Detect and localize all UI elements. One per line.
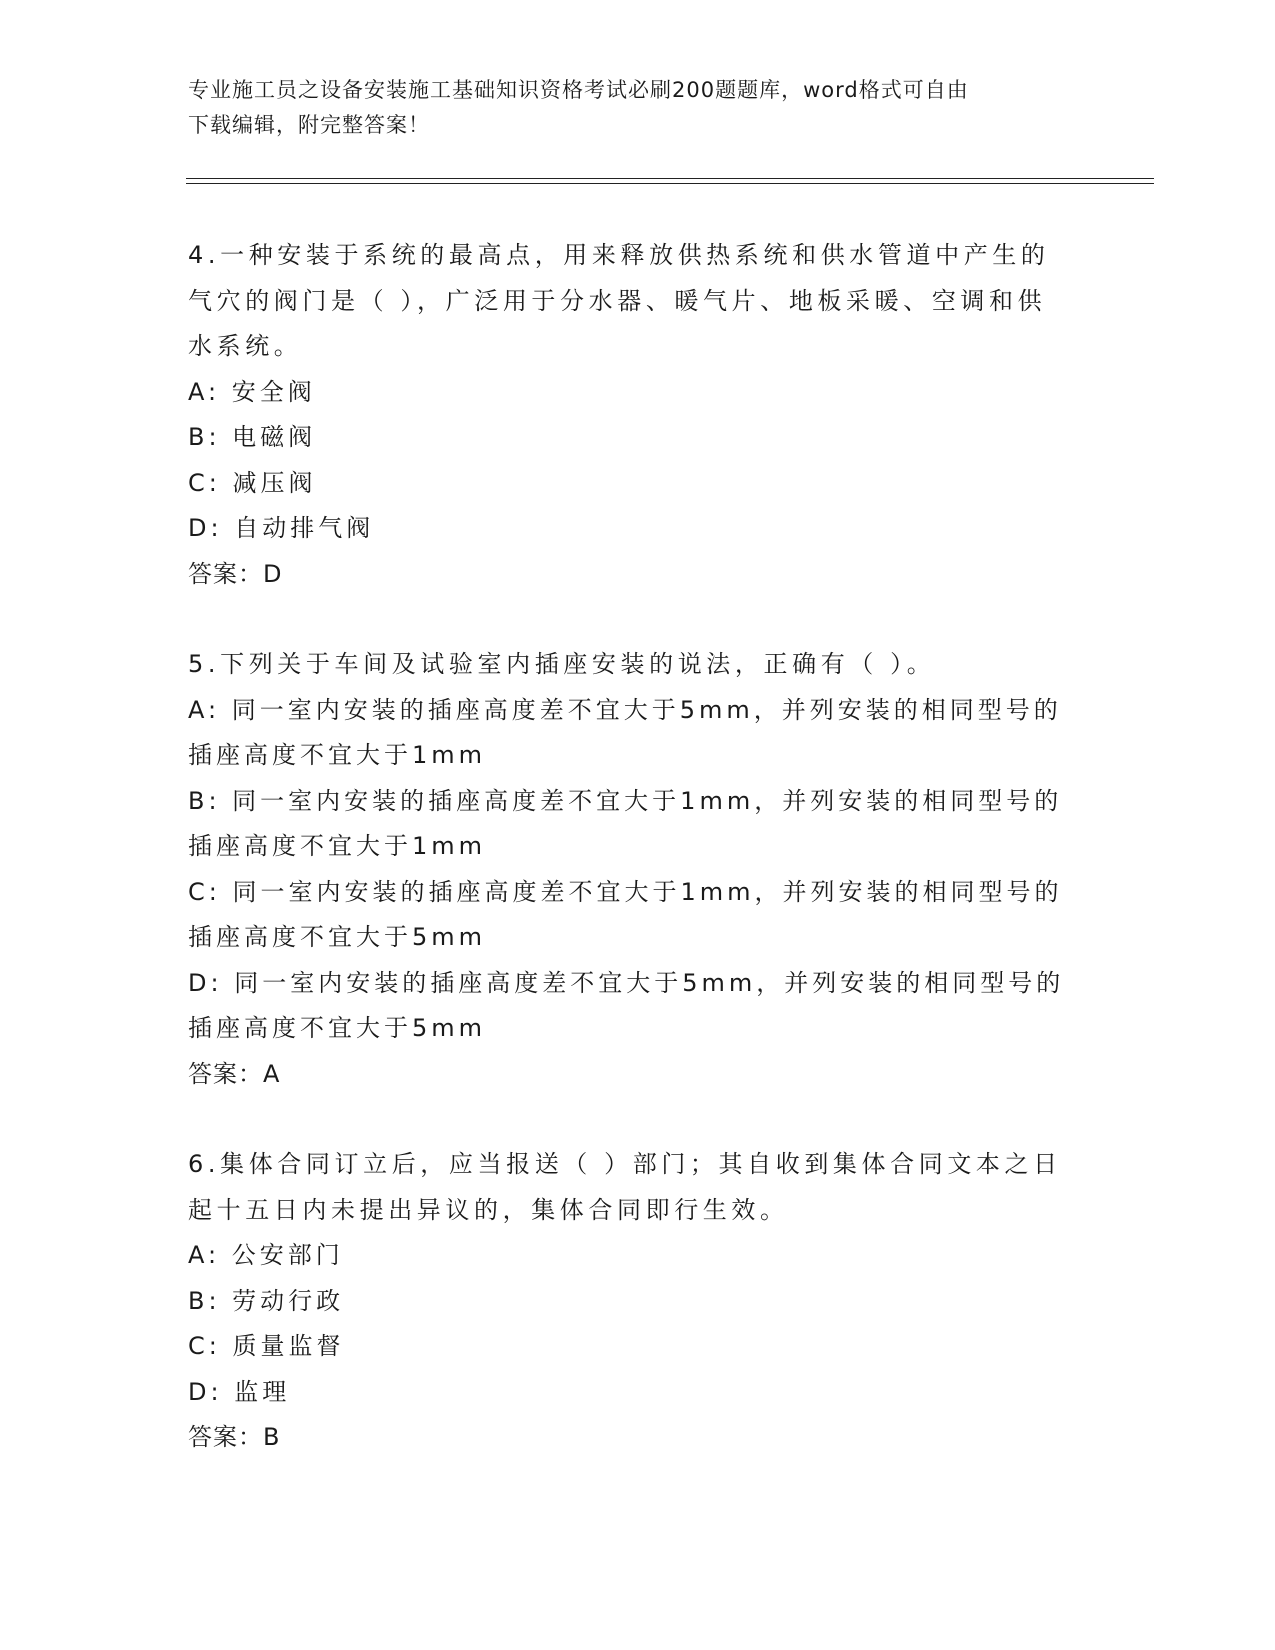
answer-option-line: D: 监理 — [188, 1377, 291, 1406]
answer-option-line: 插座高度不宜大于5mm — [188, 1014, 487, 1042]
document-header — [188, 73, 1088, 143]
header-line-1: 专业施工员之设备安装施工基础知识资格考试必刷200题题库，word格式可自由 — [188, 78, 969, 102]
header-divider-top — [186, 178, 1154, 179]
answer-option-line: D: 同一室内安装的插座高度差不宜大于5mm，并列安装的相同型号的 — [188, 968, 1065, 997]
answer-option-line: A: 公安部门 — [188, 1241, 344, 1269]
question-stem-line: 6.集体合同订立后，应当报送（ ）部门；其自收到集体合同文本之日 — [188, 1150, 1062, 1178]
header-divider-bottom — [186, 183, 1154, 184]
question-spacer — [188, 597, 1088, 642]
answer-option-line: B: 电磁阀 — [188, 423, 317, 451]
answer-option-line: 插座高度不宜大于1mm — [188, 832, 487, 860]
question-stem-line: 水系统。 — [188, 332, 303, 360]
question-block — [188, 642, 1088, 1097]
answer-option-line: A: 安全阀 — [188, 377, 316, 406]
answer-option-line: C: 质量监督 — [188, 1332, 345, 1360]
question-block — [188, 233, 1088, 597]
answer-option-line: 插座高度不宜大于5mm — [188, 923, 487, 951]
answer-option-line: C: 减压阀 — [188, 468, 317, 497]
answer-option-line: C: 同一室内安装的插座高度差不宜大于1mm，并列安装的相同型号的 — [188, 877, 1063, 906]
question-stem-line: 5.下列关于车间及试验室内插座安装的说法，正确有（ ）。 — [188, 650, 936, 678]
answer-option-line: A: 同一室内安装的插座高度差不宜大于5mm，并列安装的相同型号的 — [188, 695, 1062, 724]
question-block — [188, 1142, 1088, 1461]
question-stem-line: 起十五日内未提出异议的，集体合同即行生效。 — [188, 1195, 789, 1224]
answer-option-line: B: 同一室内安装的插座高度差不宜大于1mm，并列安装的相同型号的 — [188, 786, 1063, 815]
answer-key: 答案：A — [188, 1059, 281, 1088]
question-list — [188, 233, 1088, 1461]
question-stem-line: 4.一种安装于系统的最高点，用来释放供热系统和供水管道中产生的 — [188, 241, 1050, 269]
question-spacer — [188, 1097, 1088, 1142]
answer-option-line: D: 自动排气阀 — [188, 514, 375, 542]
answer-option-line: B: 劳动行政 — [188, 1286, 345, 1315]
question-stem-line: 气穴的阀门是（ ），广泛用于分水器、暖气片、地板采暖、空调和供 — [188, 286, 1047, 315]
header-line-2: 下载编辑，附完整答案！ — [188, 113, 430, 137]
answer-key: 答案：D — [188, 559, 283, 588]
answer-key: 答案：B — [188, 1423, 281, 1451]
answer-option-line: 插座高度不宜大于1mm — [188, 741, 487, 769]
